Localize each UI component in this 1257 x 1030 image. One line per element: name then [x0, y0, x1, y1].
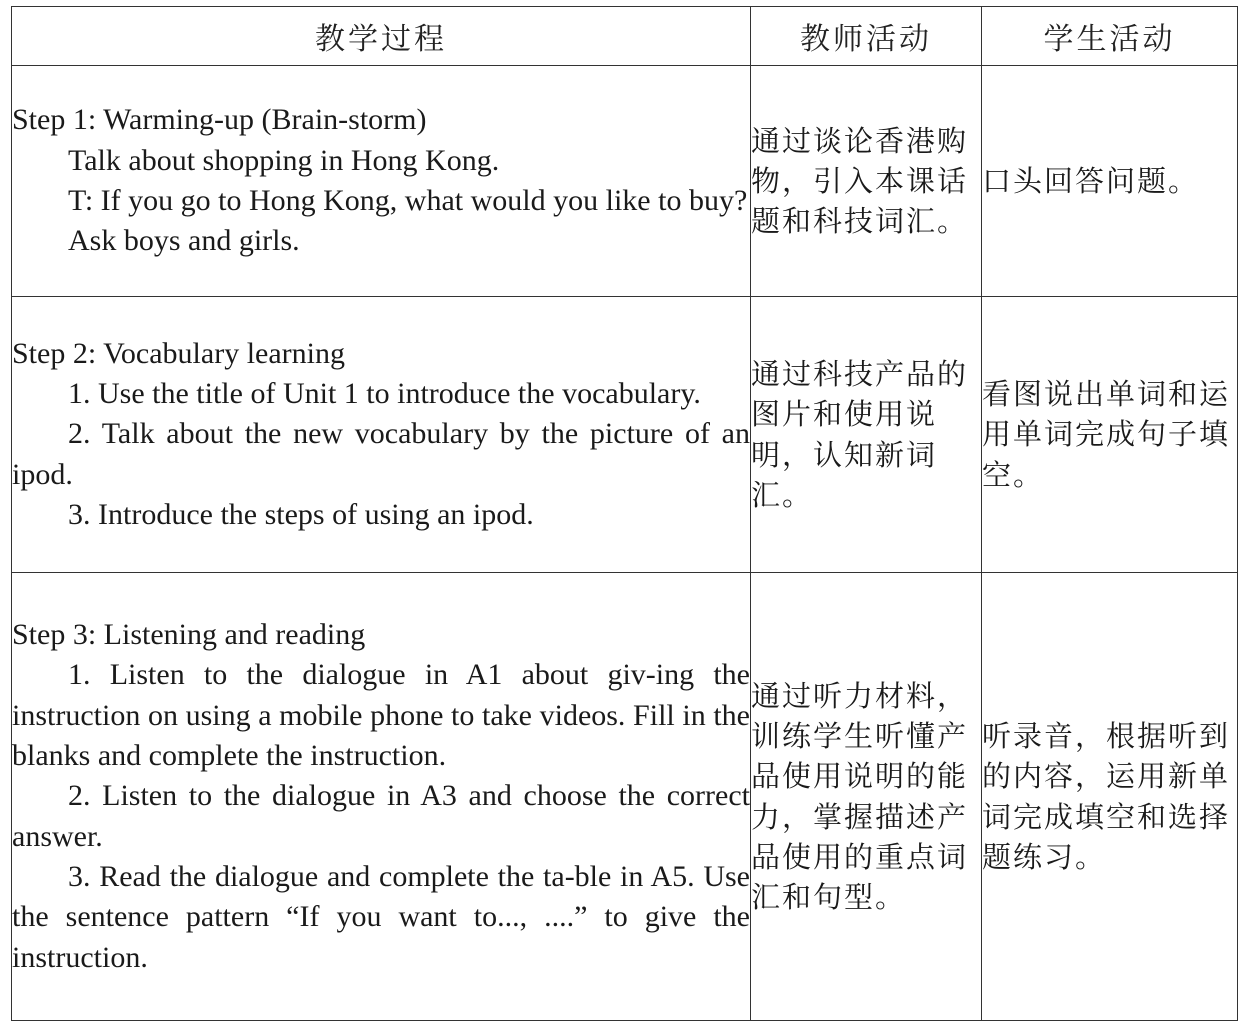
step-item: 2. Listen to the dialogue in A3 and choose the correct answer.	[12, 779, 750, 853]
teacher-activity-cell: 通过科技产品的图片和使用说明，认知新词汇。	[751, 297, 982, 573]
header-student-activity: 学生活动	[982, 7, 1238, 66]
step-item: 1. Listen to the dialogue in A1 about giv-ing the instruction on using a mobile phone to take videos. Fill in the blanks and complete the instruction.	[12, 658, 750, 773]
process-cell	[12, 66, 751, 297]
process-cell	[12, 297, 751, 573]
table-row-step-3	[12, 573, 1238, 1021]
lesson-plan-table	[11, 6, 1238, 1021]
step-item: Ask boys and girls.	[68, 224, 300, 258]
step-item: 3. Introduce the steps of using an ipod.	[68, 497, 534, 531]
step-title: Step 1: Warming-up (Brain-storm)	[12, 103, 427, 137]
step-title: Step 2: Vocabulary learning	[12, 336, 345, 370]
step-item: T: If you go to Hong Kong, what would you like to buy?	[68, 184, 748, 217]
student-activity-cell: 口头回答问题。	[982, 66, 1238, 297]
header-process: 教学过程	[12, 7, 751, 66]
step-item: Talk about shopping in Hong Kong.	[68, 143, 500, 177]
student-activity-cell: 听录音，根据听到的内容，运用新单词完成填空和选择题练习。	[982, 573, 1238, 1021]
step-title: Step 3: Listening and reading	[12, 618, 366, 652]
teacher-activity-cell: 通过谈论香港购物，引入本课话题和科技词汇。	[751, 66, 982, 297]
teacher-activity-cell: 通过听力材料，训练学生听懂产品使用说明的能力，掌握描述产品使用的重点词汇和句型。	[751, 573, 982, 1021]
process-cell	[12, 573, 751, 1021]
table-row-step-1	[12, 66, 1238, 297]
step-item: 3. Read the dialogue and complete the ta-ble in A5. Use the sentence pattern “If you want to..., ....” to give the instruction.	[12, 859, 750, 974]
student-activity-cell: 看图说出单词和运用单词完成句子填空。	[982, 297, 1238, 573]
step-item: 1. Use the title of Unit 1 to introduce the vocabulary.	[68, 377, 701, 411]
step-item: 2. Talk about the new vocabulary by the picture of an ipod.	[12, 417, 750, 491]
header-teacher-activity: 教师活动	[751, 7, 982, 66]
table-row-step-2	[12, 297, 1238, 573]
header-row	[12, 7, 1238, 66]
